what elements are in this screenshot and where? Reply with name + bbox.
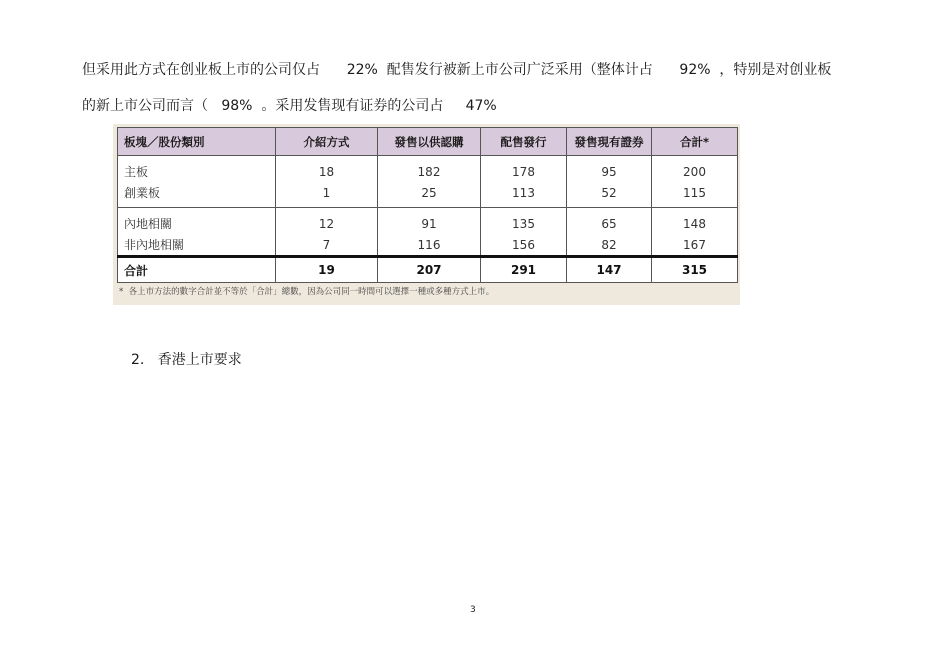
cell-placing: 156 [481,234,567,257]
section-heading [131,349,242,369]
table-row [118,156,738,183]
table-footnote: * 各上市方法的數字合計並不等於「合計」總數，因為公司同一時間可以選擇一種或多種方式上市。 [119,287,495,297]
cell-total: 167 [652,234,738,257]
header-introduction: 介紹方式 [276,128,378,156]
listing-methods-table [117,127,738,283]
listing-methods-table-figure [113,124,740,305]
table-row [118,234,738,257]
table-header-row [118,128,738,156]
row-label: 主板 [118,156,276,183]
page-number: 3 [470,605,476,615]
table-total-row [118,257,738,283]
section-number: 2. [131,352,145,368]
paragraph-line-2: 的新上市公司而言（ 98% 。采用发售现有证券的公司占 47% [82,98,497,114]
cell-placing: 113 [481,182,567,208]
cell-total: 148 [652,208,738,235]
cell-total: 115 [652,182,738,208]
cell-subscription: 116 [378,234,481,257]
cell-total: 200 [652,156,738,183]
table-row [118,208,738,235]
total-placing: 291 [481,257,567,283]
cell-introduction: 12 [276,208,378,235]
cell-offer-for-sale: 82 [567,234,652,257]
total-offer-for-sale: 147 [567,257,652,283]
row-label: 創業板 [118,182,276,208]
total-overall: 315 [652,257,738,283]
cell-introduction: 7 [276,234,378,257]
row-label: 非內地相關 [118,234,276,257]
cell-offer-for-sale: 65 [567,208,652,235]
cell-subscription: 182 [378,156,481,183]
header-offer-for-sale: 發售現有證券 [567,128,652,156]
cell-introduction: 18 [276,156,378,183]
header-total: 合計* [652,128,738,156]
cell-placing: 135 [481,208,567,235]
header-board-category: 板塊／股份類別 [118,128,276,156]
cell-subscription: 25 [378,182,481,208]
row-label: 內地相關 [118,208,276,235]
cell-subscription: 91 [378,208,481,235]
paragraph-line-1: 但采用此方式在创业板上市的公司仅占 22% 配售发行被新上市公司广泛采用（整体计占 92% ，特别是对创业板 [82,62,832,78]
cell-placing: 178 [481,156,567,183]
header-placing: 配售發行 [481,128,567,156]
header-offer-for-subscription: 發售以供認購 [378,128,481,156]
total-label: 合計 [118,257,276,283]
total-introduction: 19 [276,257,378,283]
total-subscription: 207 [378,257,481,283]
cell-offer-for-sale: 95 [567,156,652,183]
section-title: 香港上市要求 [157,352,242,368]
table-row [118,182,738,208]
cell-introduction: 1 [276,182,378,208]
cell-offer-for-sale: 52 [567,182,652,208]
